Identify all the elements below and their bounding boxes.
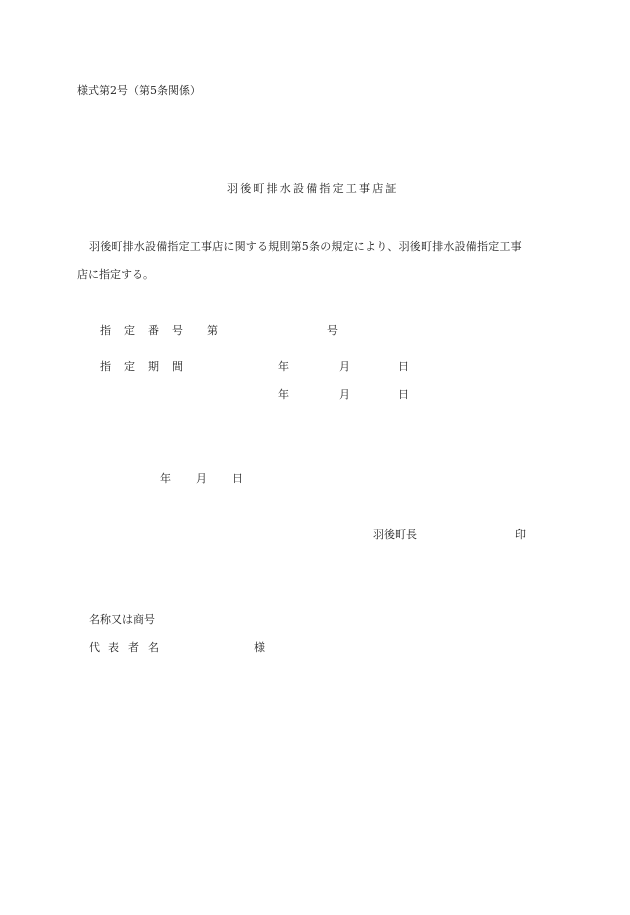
issuer-name: 羽後町長 (373, 528, 417, 541)
certificate-body-line-1: 羽後町排水設備指定工事店に関する規則第5条の規定により、羽後町排水設備指定工事 (89, 240, 522, 253)
designation-number-label-char: 指 (100, 324, 111, 337)
period-from-month: 月 (339, 360, 350, 373)
representative-label-char: 名 (148, 641, 159, 654)
period-to-month: 月 (339, 388, 350, 401)
designation-number-prefix: 第 (207, 324, 218, 337)
issue-date-month: 月 (196, 472, 207, 485)
issue-date-row (0, 472, 630, 486)
representative-label-char: 者 (128, 641, 139, 654)
representative-label-char: 表 (108, 641, 119, 654)
period-from-year: 年 (278, 360, 289, 373)
representative-row (0, 641, 630, 655)
designation-period-row (0, 360, 630, 374)
seal-mark: 印 (515, 528, 526, 541)
designation-number-label-char: 定 (124, 324, 135, 337)
designation-period-label-char: 定 (124, 360, 135, 373)
issue-date-day: 日 (232, 472, 243, 485)
designation-period-to-row (0, 388, 630, 402)
designation-number-label-char: 号 (172, 324, 183, 337)
form-number: 様式第2号（第5条関係） (77, 84, 201, 97)
period-to-day: 日 (398, 388, 409, 401)
designation-number-row (0, 324, 630, 338)
designation-number-suffix: 号 (327, 324, 338, 337)
designation-period-label-char: 間 (172, 360, 183, 373)
designation-period-label-char: 指 (100, 360, 111, 373)
issue-date-year: 年 (160, 472, 171, 485)
recipient-name-label: 名称又は商号 (89, 613, 155, 626)
representative-label-char: 代 (89, 641, 100, 654)
certificate-title: 羽後町排水設備指定工事店証 (227, 182, 399, 195)
period-to-year: 年 (278, 388, 289, 401)
honorific: 様 (254, 641, 265, 654)
designation-number-label-char: 番 (148, 324, 159, 337)
certificate-body-line-2: 店に指定する。 (77, 268, 154, 281)
designation-period-label-char: 期 (148, 360, 159, 373)
period-from-day: 日 (398, 360, 409, 373)
